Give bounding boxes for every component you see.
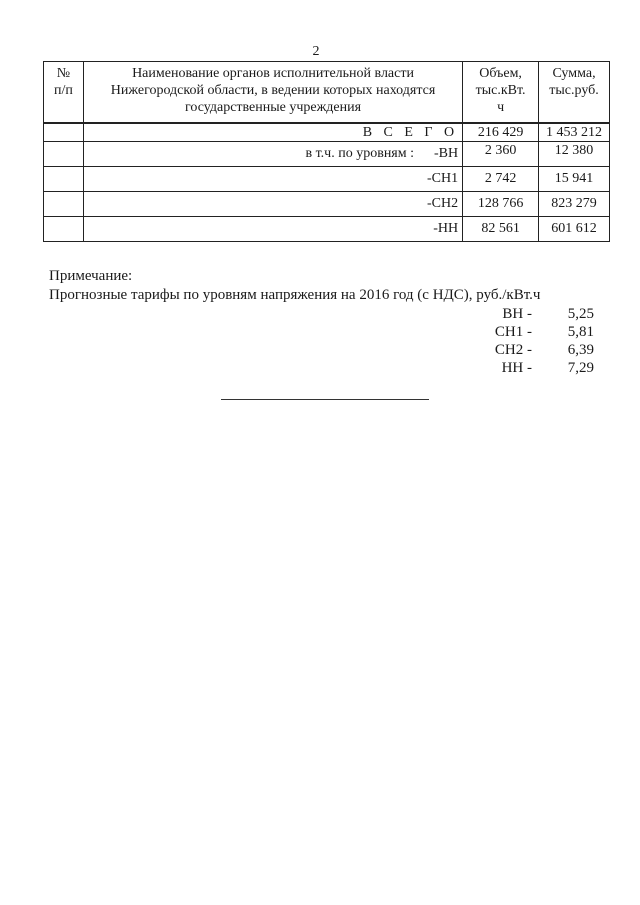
cell-label: в т.ч. по уровням : -ВН	[83, 141, 462, 166]
table-row-total	[44, 123, 610, 142]
tariff-label: СН2 -	[494, 342, 532, 358]
table-row	[44, 216, 610, 241]
signature-line	[221, 399, 429, 400]
cell-sum: 601 612	[539, 216, 610, 241]
note-text: Прогнозные тарифы по уровням напряжения на 2016 год (с НДС), руб./кВт.ч	[49, 287, 541, 303]
cell-volume: 82 561	[463, 216, 539, 241]
cell-num	[44, 191, 84, 216]
cell-volume: 2 742	[463, 166, 539, 191]
cell-label: В С Е Г О	[83, 123, 462, 142]
header-volume: Объем, тыс.кВт. ч	[463, 62, 539, 123]
cell-label: -СН2	[83, 191, 462, 216]
cell-sum: 15 941	[539, 166, 610, 191]
cell-sum: 1 453 212	[539, 123, 610, 142]
cell-volume: 128 766	[463, 191, 539, 216]
cell-num	[44, 166, 84, 191]
cell-sum: 12 380	[539, 141, 610, 166]
cell-volume: 2 360	[463, 141, 539, 166]
cell-label: -НН	[83, 216, 462, 241]
cell-sum: 823 279	[539, 191, 610, 216]
table-header-row	[44, 62, 610, 123]
tariff-label: ВН -	[502, 306, 532, 322]
table-row	[44, 166, 610, 191]
cell-num	[44, 123, 84, 142]
consumption-table	[43, 61, 610, 242]
cell-num	[44, 141, 84, 166]
tariff-item	[470, 305, 594, 323]
table-row	[44, 191, 610, 216]
tariff-label: НН -	[501, 360, 532, 376]
header-num: № п/п	[44, 62, 84, 123]
cell-num	[44, 216, 84, 241]
tariff-list	[470, 305, 594, 377]
tariff-item	[470, 323, 594, 341]
tariff-value: 7,29	[567, 360, 594, 376]
note-title: Примечание:	[49, 268, 133, 284]
tariff-label: СН1 -	[494, 324, 532, 340]
table-row	[44, 141, 610, 166]
cell-label: -СН1	[83, 166, 462, 191]
cell-volume: 216 429	[463, 123, 539, 142]
tariff-value: 5,81	[567, 324, 594, 340]
page-number: 2	[312, 44, 320, 59]
tariff-value: 6,39	[567, 342, 594, 358]
header-sum: Сумма, тыс.руб.	[539, 62, 610, 123]
tariff-item	[470, 341, 594, 359]
header-name: Наименование органов исполнительной власти Нижегородской области, в ведении которых находятся государственные учреждения	[83, 62, 462, 123]
tariff-value: 5,25	[567, 306, 594, 322]
tariff-item	[470, 359, 594, 377]
